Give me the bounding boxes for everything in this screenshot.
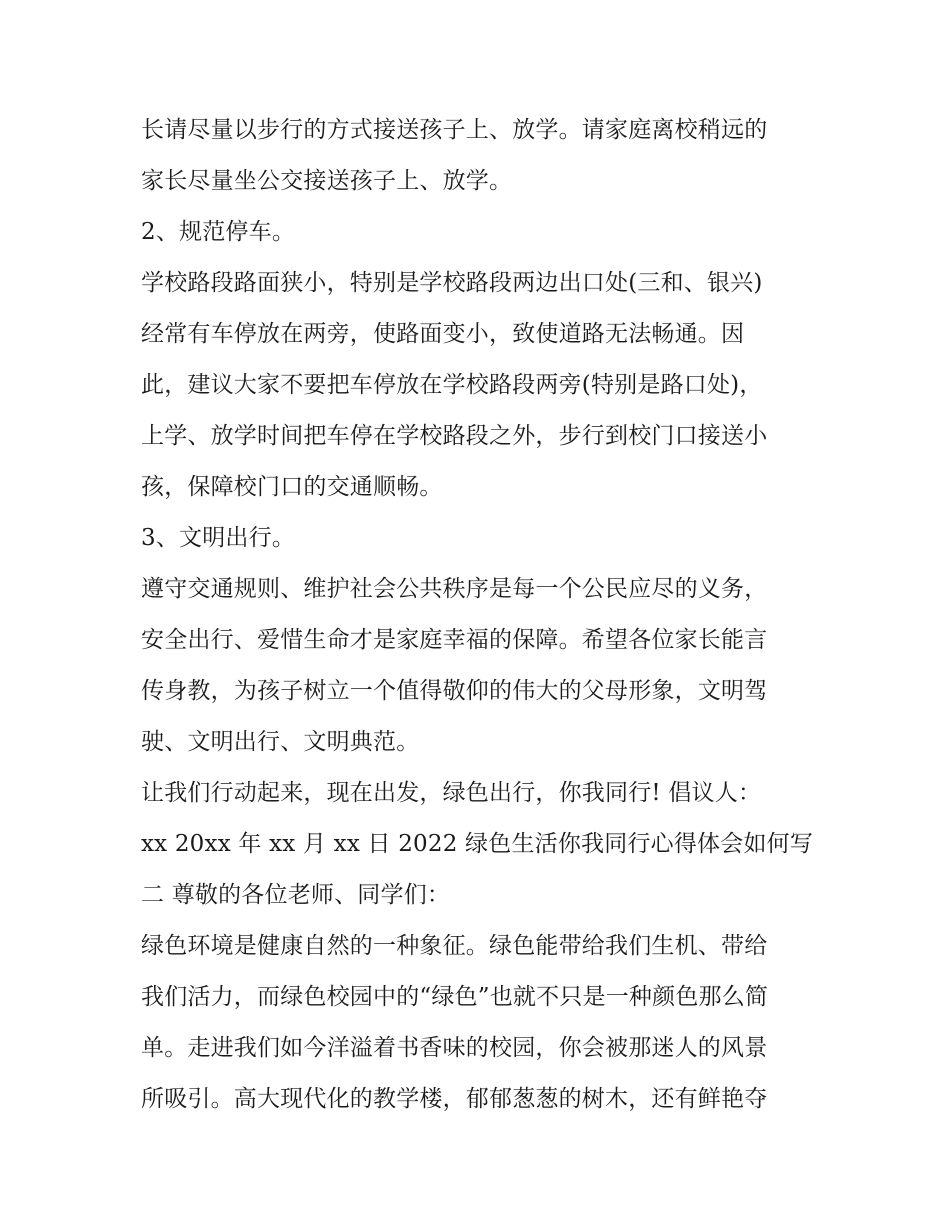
text-line: 安全出行、爱惜生命才是家庭幸福的保障。希望各位家长能言	[141, 627, 768, 653]
section-heading: 3、文明出行。	[141, 525, 296, 551]
section-heading: 2、规范停车。	[141, 219, 296, 245]
text-line: 传身教，为孩子树立一个值得敬仰的伟大的父母形象，文明驾	[141, 678, 768, 704]
text-line: 经常有车停放在两旁，使路面变小，致使道路无法畅通。因	[141, 321, 745, 347]
text-line: 绿色环境是健康自然的一种象征。绿色能带给我们生机、带给	[141, 933, 768, 959]
text-line: 此，建议大家不要把车停放在学校路段两旁(特别是路口处)，	[141, 372, 763, 398]
text-line: 所吸引。高大现代化的教学楼，郁郁葱葱的树木，还有鲜艳夺	[141, 1086, 768, 1112]
salutation-line: 二 尊敬的各位老师、同学们：	[141, 882, 451, 908]
body-text	[141, 108, 821, 1128]
text-line: 家长尽量坐公交接送孩子上、放学。	[141, 168, 513, 194]
text-line: 长请尽量以步行的方式接送孩子上、放学。请家庭离校稍远的	[141, 117, 768, 143]
text-line: 单。走进我们如今洋溢着书香味的校园，你会被那迷人的风景	[141, 1035, 768, 1061]
text-line: 我们活力，而绿色校园中的“绿色”也就不只是一种颜色那么简	[141, 984, 769, 1010]
text-line: 遵守交通规则、维护社会公共秩序是每一个公民应尽的义务，	[141, 576, 768, 602]
text-line: 学校路段路面狭小，特别是学校路段两边出口处(三和、银兴)	[141, 270, 763, 296]
text-line: 让我们行动起来，现在出发，绿色出行，你我同行! 倡议人：	[141, 780, 762, 806]
text-line: 上学、放学时间把车停在学校路段之外，步行到校门口接送小	[141, 423, 768, 449]
text-line: 驶、文明出行、文明典范。	[141, 729, 420, 755]
text-line: 孩，保障校门口的交通顺畅。	[141, 474, 443, 500]
text-line: xx 20xx 年 xx 月 xx 日 2022 绿色生活你我同行心得体会如何写	[141, 831, 814, 857]
